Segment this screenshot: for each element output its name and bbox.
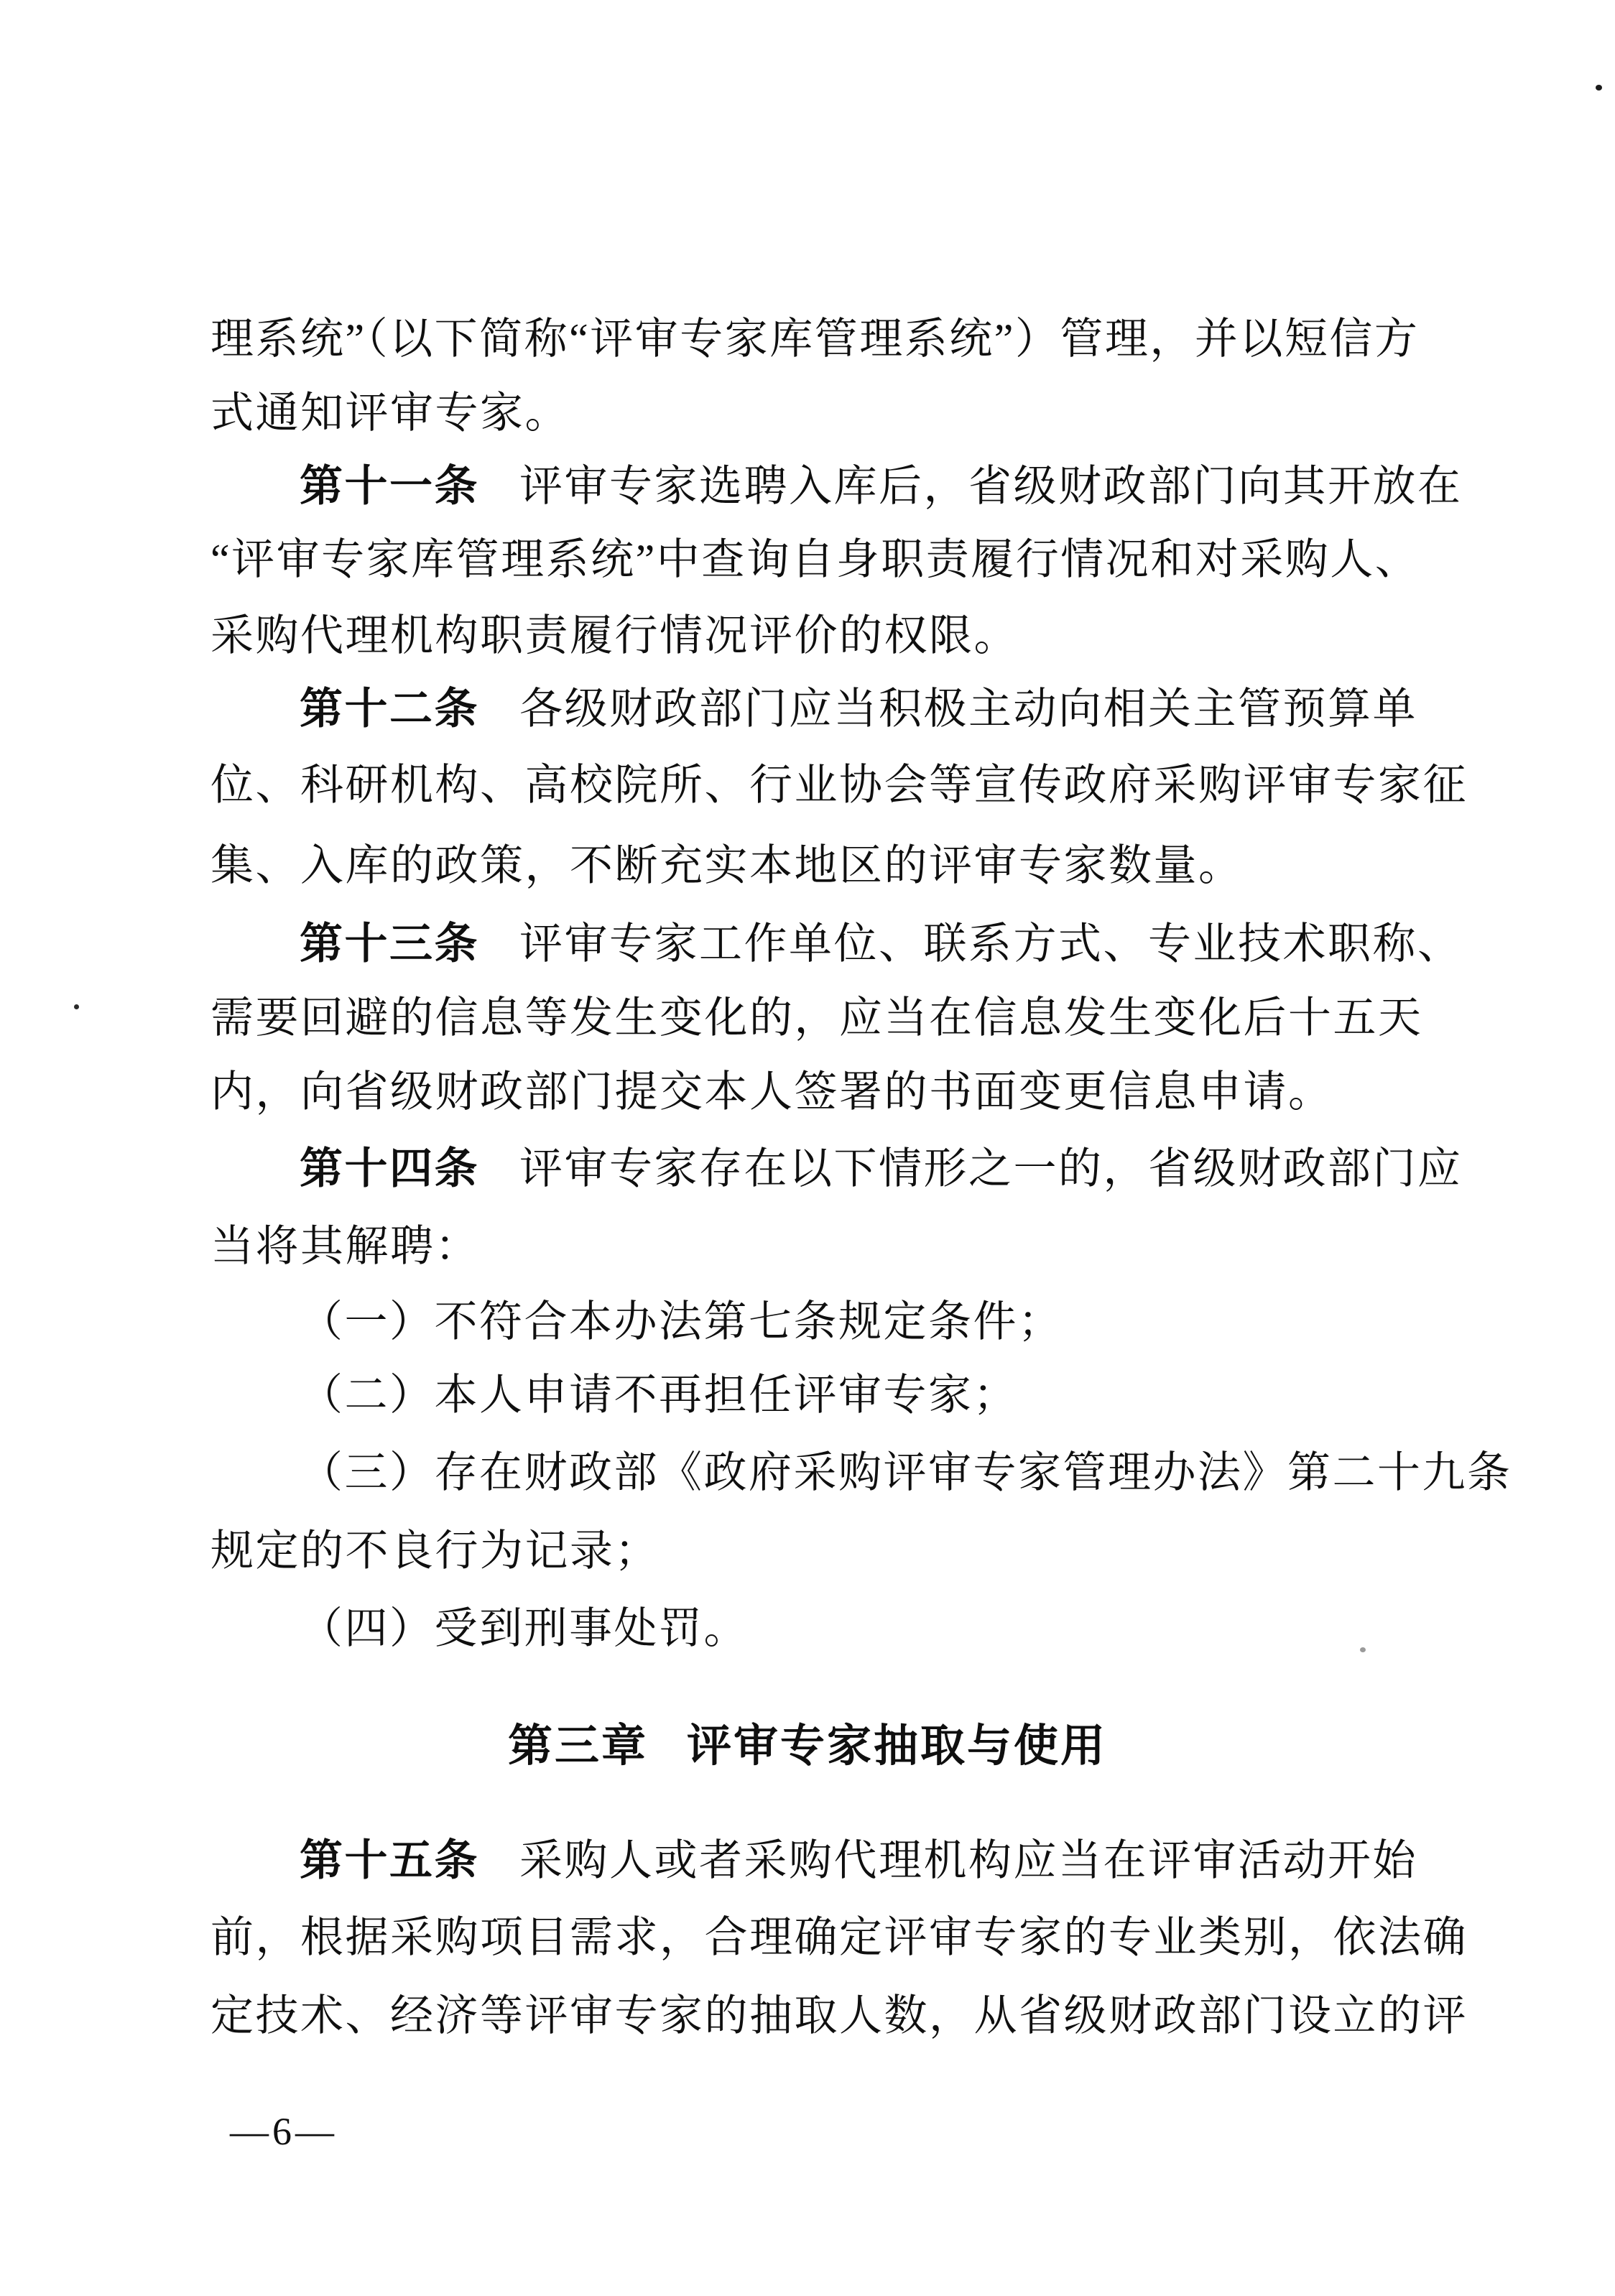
- text-line-item-1: [210, 1299, 1602, 1345]
- article-number-label: 第十三条: [300, 920, 479, 968]
- scan-speck: [74, 1004, 79, 1009]
- line-text: 当将其解聘：: [210, 1223, 480, 1270]
- line-text: 定技术、经济等评审专家的抽取人数，从省级财政部门设立的评: [210, 1992, 1468, 2040]
- line-text: 集、入库的政策，不断充实本地区的评审专家数量。: [210, 842, 1244, 889]
- chapter-number: 第三章: [507, 1721, 648, 1771]
- line-text: 评审专家存在以下情形之一的，省级财政部门应: [519, 1145, 1463, 1193]
- text-line: [210, 1993, 1513, 2039]
- text-line-article-15: [210, 1838, 1602, 1884]
- line-text: 采购人或者采购代理机构应当在评审活动开始: [519, 1837, 1417, 1884]
- text-line: [210, 1223, 1513, 1269]
- chapter-heading: [0, 1723, 1615, 1770]
- line-text: 前，根据采购项目需求，合理确定评审专家的专业类别，依法确: [210, 1914, 1468, 1961]
- text-line: [210, 1915, 1513, 1961]
- text-line-article-13: [210, 921, 1602, 967]
- line-text: 式通知评审专家。: [210, 389, 570, 437]
- text-line-article-11: [210, 463, 1602, 509]
- text-line-item-4: [210, 1606, 1602, 1652]
- line-text: 各级财政部门应当积极主动向相关主管预算单: [519, 685, 1417, 733]
- article-number-label: 第十五条: [300, 1836, 479, 1884]
- scan-speck: [1360, 1647, 1366, 1652]
- line-text: 采购代理机构职责履行情况评价的权限。: [210, 612, 1019, 659]
- text-line-item-3: [210, 1450, 1602, 1496]
- article-number-label: 第十二条: [300, 685, 479, 733]
- text-line: [210, 1528, 1513, 1574]
- line-text: （三）存在财政部《政府采购评审专家管理办法》第二十九条: [300, 1449, 1512, 1496]
- article-number-label: 第十一条: [300, 462, 479, 510]
- line-text: （二）本人申请不再担任评审专家；: [300, 1371, 1018, 1419]
- text-line: [210, 1069, 1513, 1115]
- line-text: 评审专家选聘入库后，省级财政部门向其开放在: [519, 463, 1463, 510]
- line-text: 需要回避的信息等发生变化的，应当在信息发生变化后十五天: [210, 994, 1423, 1042]
- line-text: “评审专家库管理系统”中查询自身职责履行情况和对采购人、: [210, 536, 1420, 583]
- line-text: 内，向省级财政部门提交本人签署的书面变更信息申请。: [210, 1068, 1333, 1116]
- text-line-item-2: [210, 1372, 1602, 1418]
- line-text: 理系统”（以下简称“评审专家库管理系统”）管理，并以短信方: [210, 315, 1420, 363]
- line-text: （四）受到刑事处罚。: [300, 1605, 749, 1652]
- document-body: [210, 0, 1513, 2296]
- article-number-label: 第十四条: [300, 1144, 479, 1193]
- text-line: [210, 316, 1513, 362]
- text-line: [210, 613, 1513, 659]
- text-line: [210, 537, 1513, 583]
- page-number: —6—: [230, 2110, 338, 2153]
- line-text: 位、科研机构、高校院所、行业协会等宣传政府采购评审专家征: [210, 762, 1468, 809]
- line-text: 评审专家工作单位、联系方式、专业技术职称、: [519, 920, 1463, 968]
- scan-speck: [1596, 85, 1602, 91]
- text-line: [210, 995, 1513, 1041]
- text-line: [210, 762, 1513, 808]
- line-text: 规定的不良行为记录；: [210, 1527, 660, 1575]
- text-line: [210, 390, 1513, 436]
- text-line-article-12: [210, 686, 1602, 732]
- line-text: （一）不符合本办法第七条规定条件；: [300, 1298, 1063, 1346]
- text-line: [210, 843, 1513, 889]
- text-line-article-14: [210, 1146, 1602, 1192]
- chapter-title: 评审专家抽取与使用: [687, 1721, 1108, 1771]
